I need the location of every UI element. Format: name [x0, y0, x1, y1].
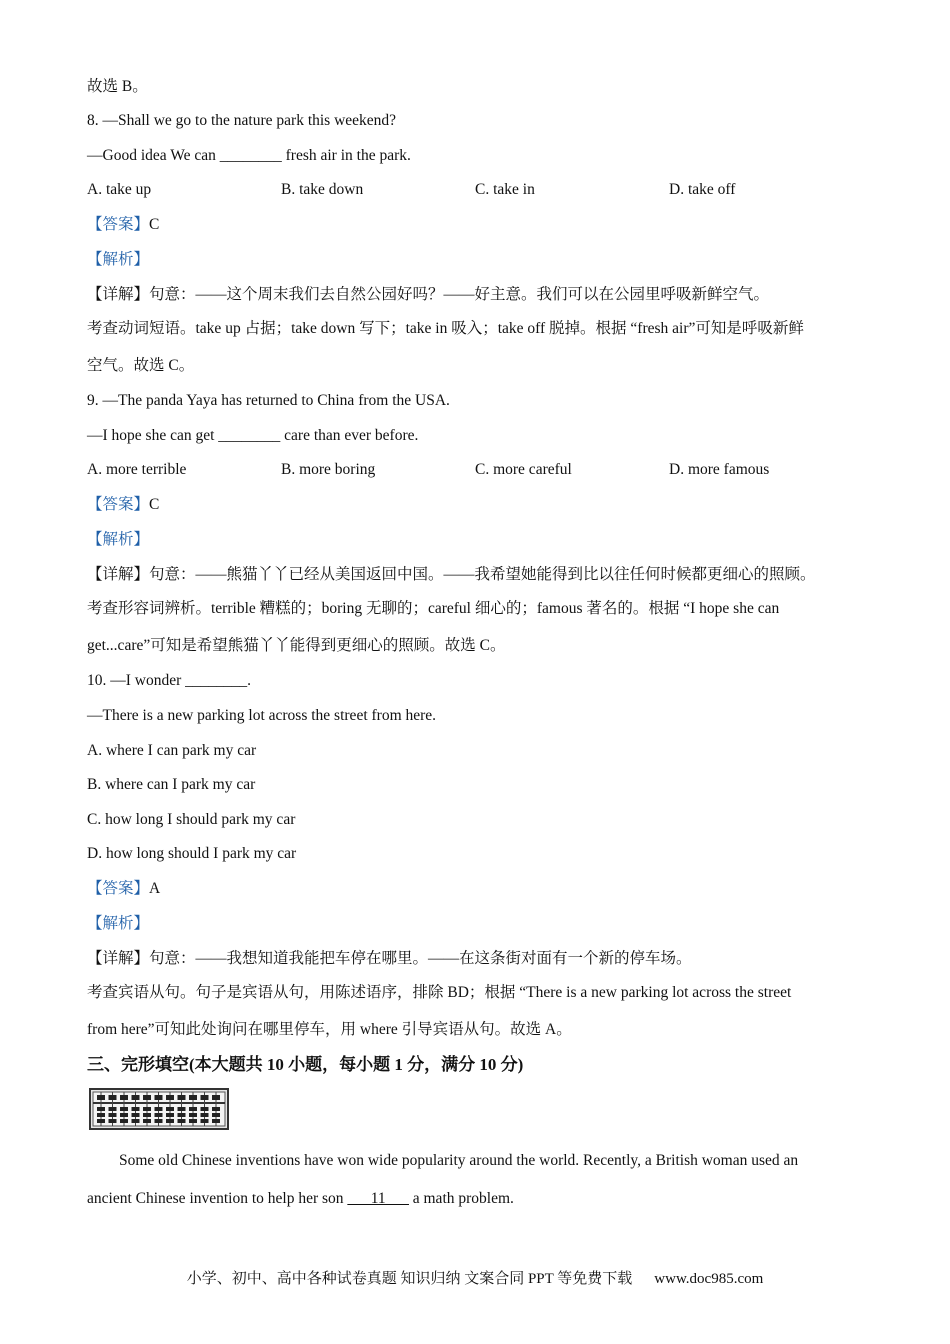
q10-explain-1: 考查宾语从句。句子是宾语从句，用陈述语序，排除 BD；根据 “There is a new parking lot across the street: [87, 984, 792, 1001]
q8-detail-tag: 【详解】: [87, 286, 150, 303]
q9-option-b: B. more boring: [281, 461, 376, 478]
q10-answer-line: [87, 879, 160, 899]
q9-stem: 9. —The panda Yaya has returned to China from the USA.: [87, 392, 450, 409]
q9-analysis-tag: 【解析】: [87, 531, 150, 548]
q10-stem: 10. —I wonder ________.: [87, 672, 252, 689]
q9-reply: —I hope she can get ________ care than ever before.: [87, 427, 419, 444]
q8-option-d: D. take off: [669, 181, 736, 198]
q8-detail-line: [87, 285, 769, 305]
q10-option-b: B. where can I park my car: [87, 776, 256, 793]
footer-text: 小学、初中、高中各种试卷真题 知识归纳 文案合同 PPT 等免费下载: [186, 1271, 633, 1287]
q10-explain-2: from here”可知此处询问在哪里停车，用 where 引导宾语从句。故选 A。: [87, 1021, 572, 1038]
q8-explain-1: 考查动词短语。take up 占据；take down 写下；take in 吸入；take off 脱掉。根据 “fresh air”可知是呼吸新鲜: [87, 320, 804, 337]
q8-answer-line: [87, 215, 159, 235]
blank-11: ___11___: [347, 1190, 409, 1207]
q8-stem: 8. —Shall we go to the nature park this weekend?: [87, 112, 397, 129]
q10-reply: —There is a new parking lot across the street from here.: [87, 707, 437, 724]
q9-explain-2: get...care”可知是希望熊猫丫丫能得到更细心的照顾。故选 C。: [87, 637, 506, 654]
passage-line-2: [87, 1189, 514, 1209]
passage-line-1: Some old Chinese inventions have won wide popularity around the world. Recently, a British woman used an: [119, 1152, 799, 1169]
q8-option-c: C. take in: [475, 181, 535, 198]
q10-answer-tag: 【答案】: [87, 880, 150, 897]
q9-detail: 句意：——熊猫丫丫已经从美国返回中国。——我希望她能得到比以往任何时候都更细心的照顾。: [149, 566, 816, 583]
q10-detail: 句意：——我想知道我能把车停在哪里。——在这条街对面有一个新的停车场。: [149, 950, 692, 967]
q9-answer-line: [87, 495, 159, 515]
passage-text-after: a math problem.: [408, 1190, 514, 1207]
q8-detail: 句意：——这个周末我们去自然公园好吗？——好主意。我们可以在公园里呼吸新鲜空气。: [149, 286, 770, 303]
q10-detail-tag: 【详解】: [87, 950, 150, 967]
q8-reply: —Good idea We can ________ fresh air in the park.: [87, 147, 411, 164]
q9-answer-tag: 【答案】: [87, 496, 150, 513]
q10-option-a: A. where I can park my car: [87, 742, 257, 759]
q8-answer-tag: 【答案】: [87, 216, 150, 233]
q10-option-d: D. how long should I park my car: [87, 845, 297, 862]
q8-answer: C: [149, 216, 160, 233]
q9-explain-1: 考查形容词辨析。terrible 糟糕的；boring 无聊的；careful 细心的；famous 著名的。根据 “I hope she can: [87, 600, 780, 617]
q8-option-b: B. take down: [281, 181, 364, 198]
q9-answer: C: [149, 496, 160, 513]
q10-option-c: C. how long I should park my car: [87, 811, 296, 828]
q10-analysis-tag: 【解析】: [87, 915, 150, 932]
q9-detail-line: [87, 565, 816, 585]
q9-option-c: C. more careful: [475, 461, 572, 478]
q8-analysis-tag: 【解析】: [87, 251, 150, 268]
q10-detail-line: [87, 949, 692, 969]
q9-detail-tag: 【详解】: [87, 566, 150, 583]
q9-option-d: D. more famous: [669, 461, 770, 478]
q9-option-a: A. more terrible: [87, 461, 187, 478]
q8-option-a: A. take up: [87, 181, 152, 198]
q8-explain-2: 空气。故选 C。: [87, 357, 195, 374]
section-heading: 三、完形填空(本大题共 10 小题，每小题 1 分，满分 10 分): [87, 1055, 524, 1074]
top-line: 故选 B。: [87, 78, 148, 95]
footer: [0, 1269, 950, 1289]
abacus-image: [89, 1088, 229, 1130]
q10-answer: A: [149, 880, 161, 897]
footer-url[interactable]: www.doc985.com: [654, 1271, 764, 1287]
passage-text-before: ancient Chinese invention to help her son: [87, 1190, 348, 1207]
